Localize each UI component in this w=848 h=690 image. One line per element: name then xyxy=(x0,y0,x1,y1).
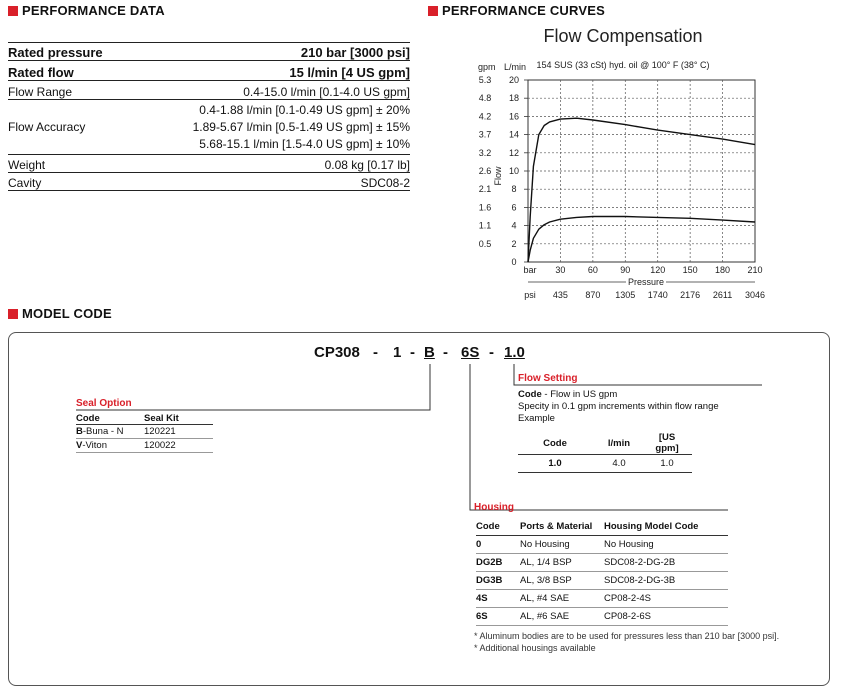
y-tick-label-gpm: 2.1 xyxy=(478,184,492,195)
housing-ports-cell: AL, 1/4 BSP xyxy=(520,556,572,568)
housing-ports-cell: AL, 3/8 BSP xyxy=(520,574,572,586)
housing-code-cell: 4S xyxy=(476,592,488,604)
seal-code-cell xyxy=(76,439,144,453)
column-header: Code xyxy=(76,413,100,424)
performance-data-title: PERFORMANCE DATA xyxy=(22,3,165,18)
row-value: 210 bar [3000 psi] xyxy=(300,45,410,60)
flow-setting-example-label: Example xyxy=(518,413,555,424)
column-header: Housing Model Code xyxy=(604,520,699,532)
seal-kit-cell: 120022 xyxy=(144,440,176,451)
row-label: Cavity xyxy=(8,176,42,190)
table-row xyxy=(476,607,728,625)
flow-setting-code-line xyxy=(518,389,719,401)
column-header: l/min xyxy=(607,437,631,449)
y-tick-label: 2 xyxy=(511,238,517,249)
code-separator: - xyxy=(410,344,415,361)
table-row xyxy=(76,425,213,439)
y-tick-label: 20 xyxy=(508,75,520,85)
housing-code-cell: DG3B xyxy=(476,574,503,586)
housing-model-cell: CP08-2-6S xyxy=(604,610,651,622)
y-tick-label-gpm: 1.6 xyxy=(478,202,492,213)
row-label: Weight xyxy=(8,158,46,172)
table-row xyxy=(476,535,728,553)
y-tick-label-gpm: 4.2 xyxy=(478,111,492,122)
row-label: Rated pressure xyxy=(8,45,103,60)
x-tick-label: 210 xyxy=(747,265,763,275)
housing-label: Housing xyxy=(474,502,514,513)
seal-kit-cell: 120221 xyxy=(144,426,176,437)
column-header: Code xyxy=(476,520,500,532)
accuracy-line: 5.68-15.1 l/min [1.5-4.0 US gpm] ± 10% xyxy=(199,136,410,151)
x-secondary-unit: psi xyxy=(524,290,536,300)
chart-subtitle: 154 SUS (33 cSt) hyd. oil @ 100° F (38° C) xyxy=(536,60,710,70)
y-tick-label: 8 xyxy=(511,184,517,195)
x-tick-label-psi: 3046 xyxy=(744,290,766,300)
y-tick-label-gpm: 3.7 xyxy=(478,129,492,140)
housing-notes xyxy=(474,630,779,654)
y-tick-label: 10 xyxy=(508,166,520,176)
y-tick-label: 14 xyxy=(508,129,520,140)
seal-code-cell xyxy=(76,425,144,439)
row-value: 0.4-15.0 l/min [0.1-4.0 US gpm] xyxy=(243,85,410,99)
flow-setting-label: Flow Setting xyxy=(518,373,578,384)
housing-note: * Additional housings available xyxy=(474,643,596,653)
row-label: Flow Range xyxy=(8,85,73,99)
housing-model-cell: CP08-2-4S xyxy=(604,592,651,604)
performance-curves-title: PERFORMANCE CURVES xyxy=(442,3,605,18)
accuracy-line: 1.89-5.67 l/min [0.5-1.49 US gpm] ± 15% xyxy=(192,119,410,134)
flow-code-desc: - Flow in US gpm xyxy=(541,389,618,400)
housing-model-cell: No Housing xyxy=(604,538,654,550)
row-value: 0.08 kg [0.17 lb] xyxy=(324,158,410,172)
accuracy-line: 0.4-1.88 l/min [0.1-0.49 US gpm] ± 20% xyxy=(199,102,410,117)
table-header-row xyxy=(476,518,728,535)
y-tick-label-gpm: 5.3 xyxy=(478,75,492,85)
x-tick-label-psi: 2176 xyxy=(680,290,701,300)
y-tick-label: 6 xyxy=(511,202,517,213)
x-tick-label: 120 xyxy=(650,265,666,275)
table-row xyxy=(76,439,213,453)
y-tick-label: 18 xyxy=(508,93,520,104)
code-part-flow-setting: 1.0 xyxy=(504,344,525,361)
flow-setting-title xyxy=(518,373,577,384)
model-code-title: MODEL CODE xyxy=(22,306,112,321)
code-part-housing: 6S xyxy=(461,344,480,361)
code-separator: - xyxy=(443,344,448,361)
flow-setting-description xyxy=(518,389,719,425)
code-part-seal: B xyxy=(424,344,435,361)
seal-code: B xyxy=(76,426,83,437)
x-tick-label-psi: 435 xyxy=(552,290,568,300)
row-label: Flow Accuracy xyxy=(8,120,86,134)
housing-ports-cell: AL, #6 SAE xyxy=(520,610,570,622)
y-tick-label-gpm: 3.2 xyxy=(478,147,492,158)
flow-lmin-cell: 4.0 xyxy=(612,458,626,469)
seal-code: V xyxy=(76,440,83,451)
table-header-row xyxy=(518,432,692,455)
seal-option-title xyxy=(76,398,132,409)
x-tick-label: 180 xyxy=(715,265,731,275)
x-tick-label-psi: 1740 xyxy=(647,290,668,300)
housing-code-cell: 0 xyxy=(476,538,482,550)
y-tick-label: 16 xyxy=(508,111,520,122)
x-tick-label: 30 xyxy=(555,265,566,275)
column-header: Code xyxy=(543,437,567,449)
table-header-row xyxy=(76,413,213,425)
x-tick-label-psi: 1305 xyxy=(615,290,636,300)
table-row xyxy=(518,455,692,473)
x-tick-label-psi: 2611 xyxy=(712,290,733,300)
x-tick-label: 90 xyxy=(620,265,631,275)
code-part-ports: 1 xyxy=(393,344,402,361)
flow-gpm-cell: 1.0 xyxy=(660,458,674,469)
row-label: Rated flow xyxy=(8,65,74,80)
y-secondary-unit: gpm xyxy=(478,62,496,72)
chart-title: Flow Compensation xyxy=(543,26,703,46)
row-value: 15 l/min [4 US gpm] xyxy=(289,65,410,80)
housing-note: * Aluminum bodies are to be used for pressures less than 210 bar [3000 psi]. xyxy=(474,631,780,641)
flow-setting-instruction: Specity in 0.1 gpm increments within flow range xyxy=(518,401,719,412)
seal-desc: -Viton xyxy=(82,440,107,451)
housing-code-cell: 6S xyxy=(476,610,488,622)
flow-code-label: Code xyxy=(518,389,542,400)
y-tick-label: 4 xyxy=(511,220,517,231)
y-axis-label: Flow xyxy=(493,166,503,186)
column-header: Seal Kit xyxy=(144,413,179,424)
y-unit: L/min xyxy=(504,62,527,72)
table-row xyxy=(476,589,728,607)
housing-code-cell: DG2B xyxy=(476,556,503,568)
y-tick-label: 12 xyxy=(508,147,520,158)
column-header: Ports & Material xyxy=(520,520,593,532)
housing-title xyxy=(474,502,514,513)
x-unit: bar xyxy=(523,265,537,275)
code-separator: - xyxy=(373,344,378,361)
x-axis-label: Pressure xyxy=(627,277,665,287)
housing-ports-cell: AL, #4 SAE xyxy=(520,592,570,604)
y-tick-label-gpm: 0.5 xyxy=(478,238,492,249)
y-tick-label-gpm: 4.8 xyxy=(478,93,492,104)
row-value: SDC08-2 xyxy=(360,176,410,190)
flow-code-cell: 1.0 xyxy=(548,458,562,469)
x-tick-label-psi: 870 xyxy=(585,290,601,300)
y-tick-label-gpm: 2.6 xyxy=(478,166,492,176)
flow-example-table xyxy=(518,432,692,473)
column-header: [US gpm] xyxy=(655,432,679,454)
table-row xyxy=(476,553,728,571)
housing-table xyxy=(476,518,728,626)
y-tick-label: 0 xyxy=(511,257,517,267)
seal-desc: -Buna - N xyxy=(82,426,124,437)
table-row xyxy=(476,571,728,589)
seal-option-label: Seal Option xyxy=(76,398,132,409)
y-tick-label-gpm: 1.1 xyxy=(478,220,492,231)
housing-model-cell: SDC08-2-DG-2B xyxy=(604,556,676,568)
code-separator: - xyxy=(489,344,494,361)
code-part-series: CP308 xyxy=(314,344,360,361)
x-tick-label: 150 xyxy=(682,265,698,275)
x-tick-label: 60 xyxy=(587,265,598,275)
housing-model-cell: SDC08-2-DG-3B xyxy=(604,574,676,586)
seal-table xyxy=(76,413,213,453)
housing-ports-cell: No Housing xyxy=(520,538,570,550)
